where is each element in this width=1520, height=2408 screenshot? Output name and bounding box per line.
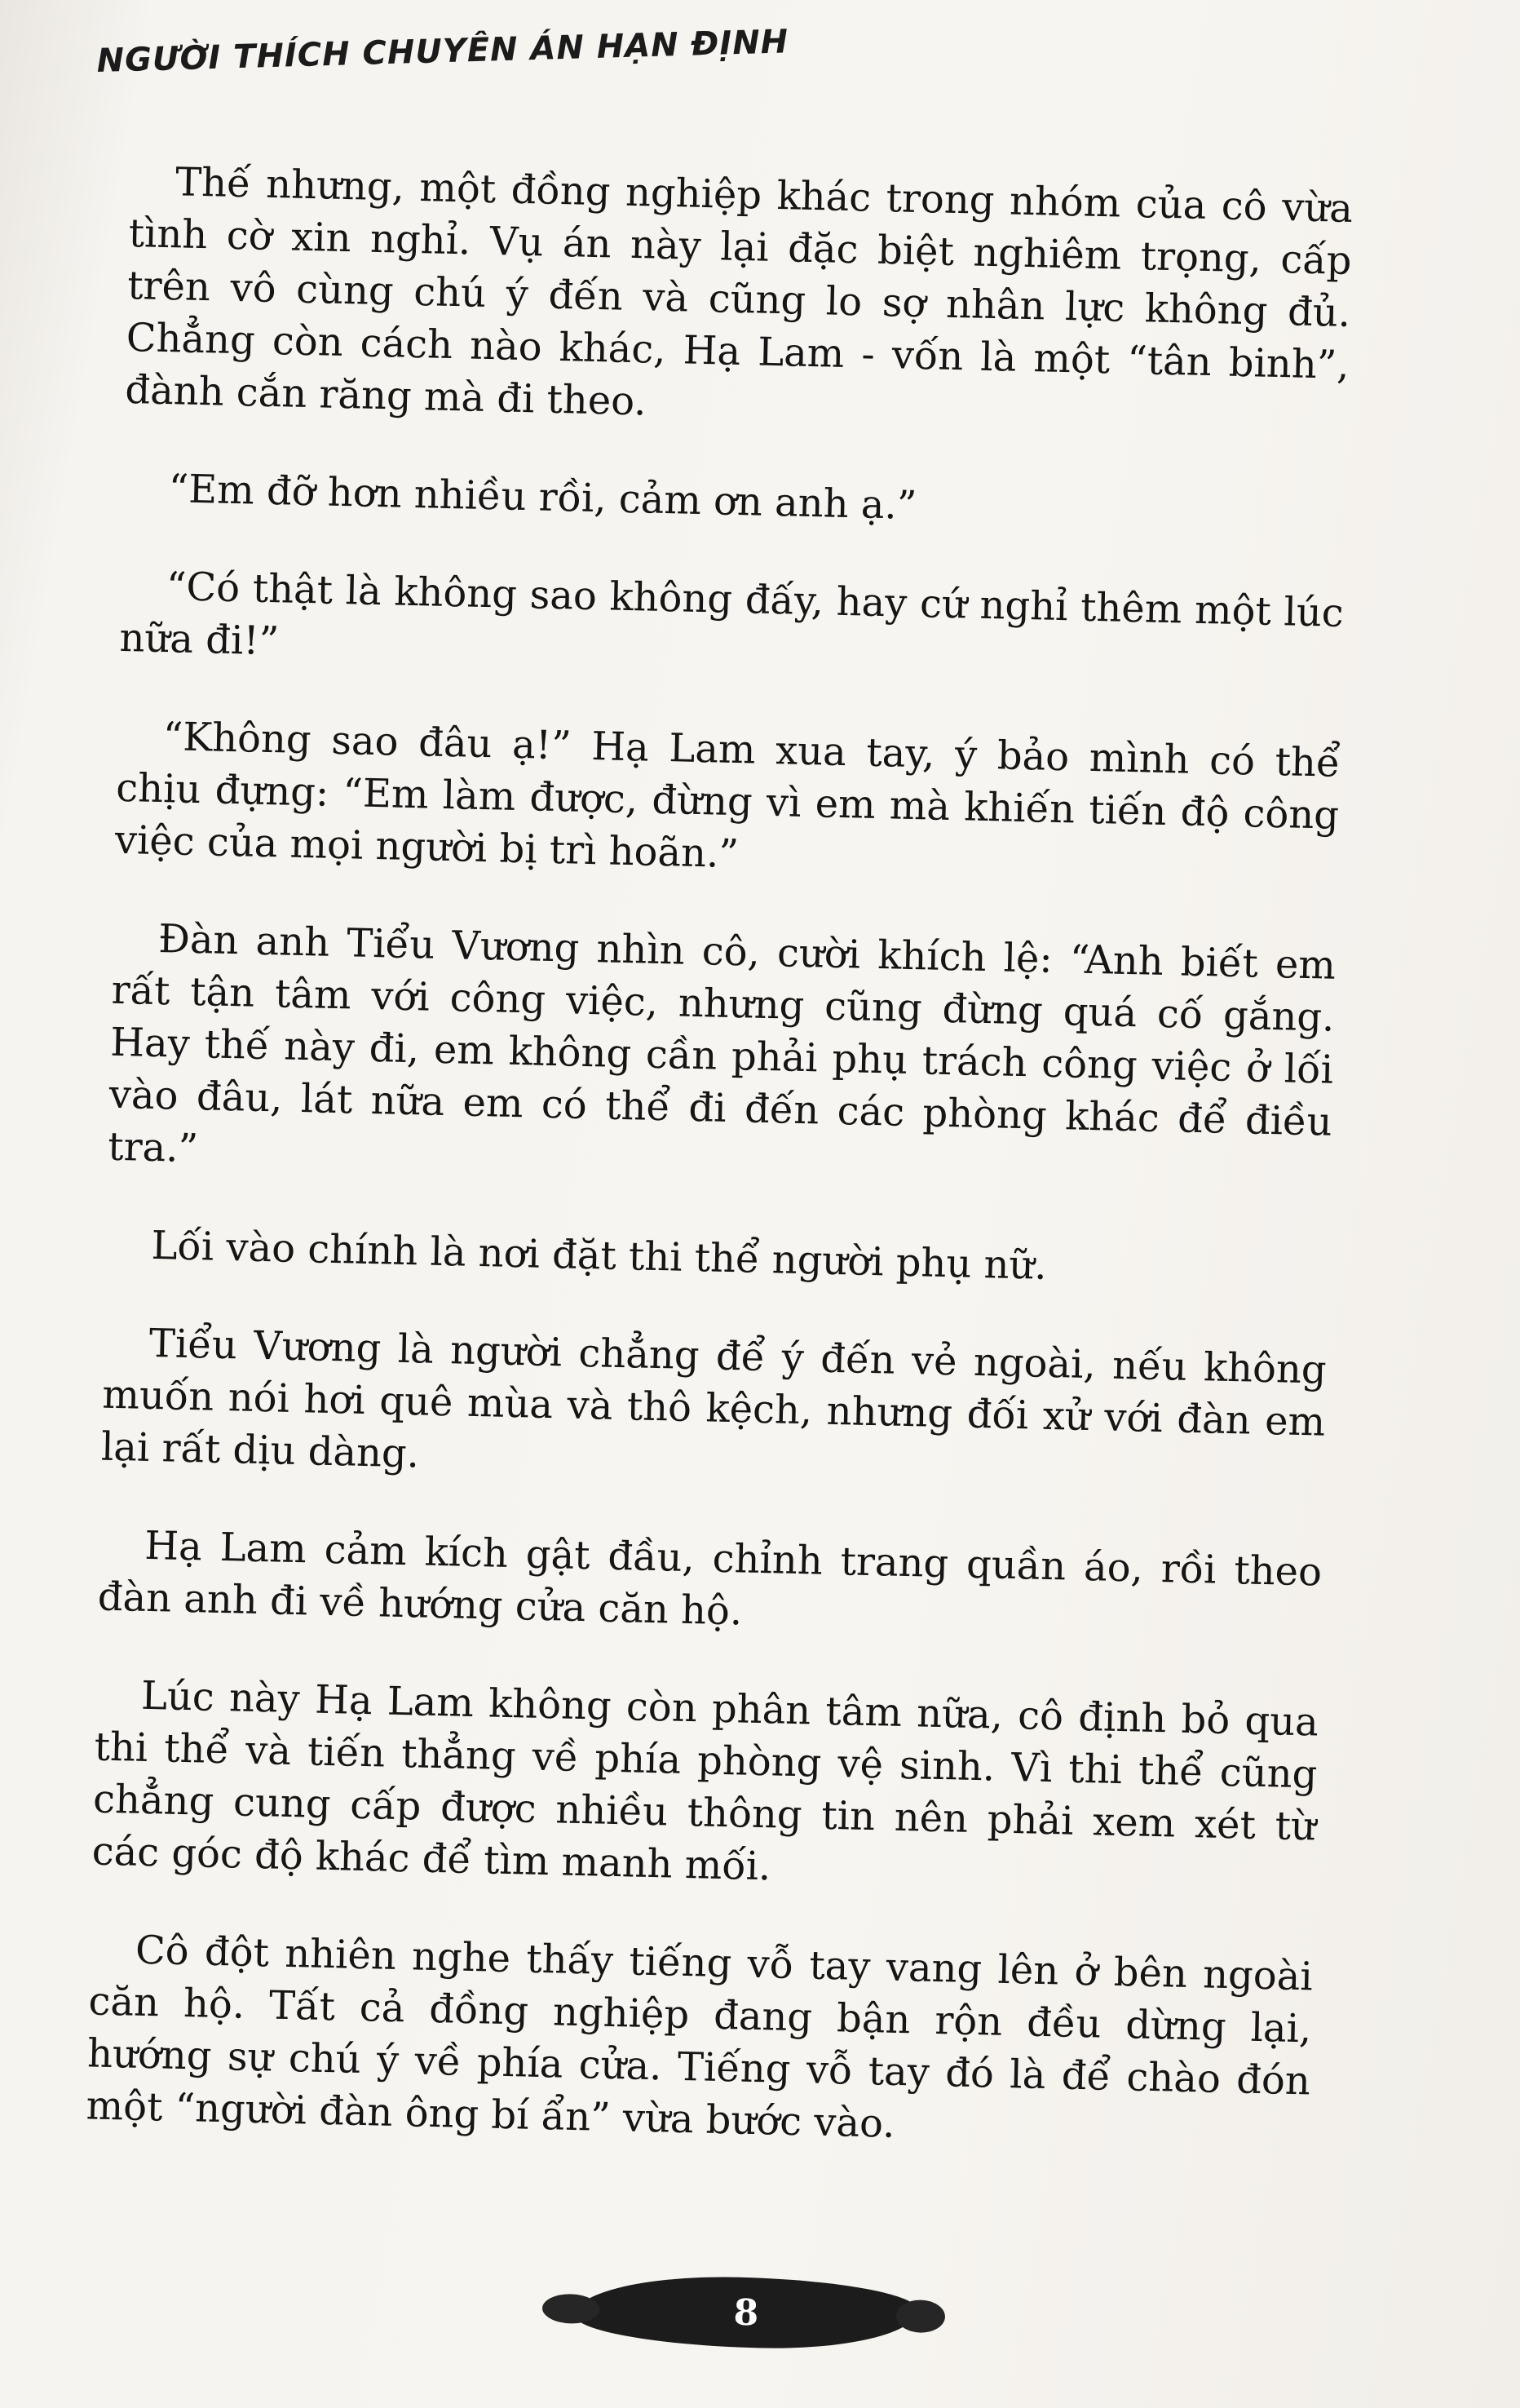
paragraph-7: Tiểu Vương là người chẳng để ý đến vẻ ngoài, nếu không muốn nói hơi quê mùa và thô kệch, nhưng đối xử với đàn em lại rất dịu dàng.	[100, 1320, 1328, 1477]
paragraph-5: Đàn anh Tiểu Vương nhìn cô, cười khích lệ: “Anh biết em rất tận tâm với công việc, nhưng cũng đừng quá cố gắng. Hay thế này đi, em không cần phải phụ trách công việc ở lối vào đâu, lát nữa em có thể đi đến các phòng khác để điều tra.”	[107, 916, 1337, 1172]
paragraph-6: Lối vào chính là nơi đặt thi thể người phụ nữ.	[151, 1222, 1048, 1289]
body-text	[86, 155, 1354, 2159]
running-header-title: NGƯỜI THÍCH CHUYÊN ÁN HẠN ĐỊNH	[96, 23, 789, 80]
paragraph-10: Cô đột nhiên nghe thấy tiếng vỗ tay vang lên ở bên ngoài căn hộ. Tất cả đồng nghiệp đang bận rộn đều dừng lại, hướng sự chú ý về phía cửa. Tiếng vỗ tay đó là để chào đón một “người đàn ông bí ẩn” vừa bước vào.	[86, 1927, 1314, 2147]
paragraph-9: Lúc này Hạ Lam không còn phân tâm nữa, cô định bỏ qua thi thể và tiến thẳng về phía phòng vệ sinh. Vì thi thể cũng chẳng cung cấp được nhiều thông tin nên phải xem xét từ các góc độ khác để tìm manh mối.	[91, 1672, 1319, 1890]
paragraph-3: “Có thật là không sao không đấy, hay cứ nghỉ thêm một lúc nữa đi!”	[118, 564, 1345, 665]
paragraph-8: Hạ Lam cảm kích gật đầu, chỉnh trang quần áo, rồi theo đàn anh đi về hướng cửa căn hộ.	[97, 1522, 1323, 1635]
paragraph-1: Thế nhưng, một đồng nghiệp khác trong nhóm của cô vừa tình cờ xin nghỉ. Vụ án này lại đặc biệt nghiêm trọng, cấp trên vô cùng chú ý đến và cũng lo sợ nhân lực không đủ. Chẳng còn cách nào khác, Hạ Lam - vốn là một “tân binh”, đành cắn răng mà đi theo.	[124, 159, 1354, 425]
paragraph-4: “Không sao đâu ạ!” Hạ Lam xua tay, ý bảo mình có thể chịu đựng: “Em làm được, đừng vì em mà khiến tiến độ công việc của mọi người bị trì hoãn.”	[114, 714, 1341, 878]
page-number-brush-band	[574, 2273, 918, 2353]
page-number: 8	[733, 2291, 759, 2334]
paragraph-2: “Em đỡ hơn nhiều rồi, cảm ơn anh ạ.”	[168, 466, 917, 529]
